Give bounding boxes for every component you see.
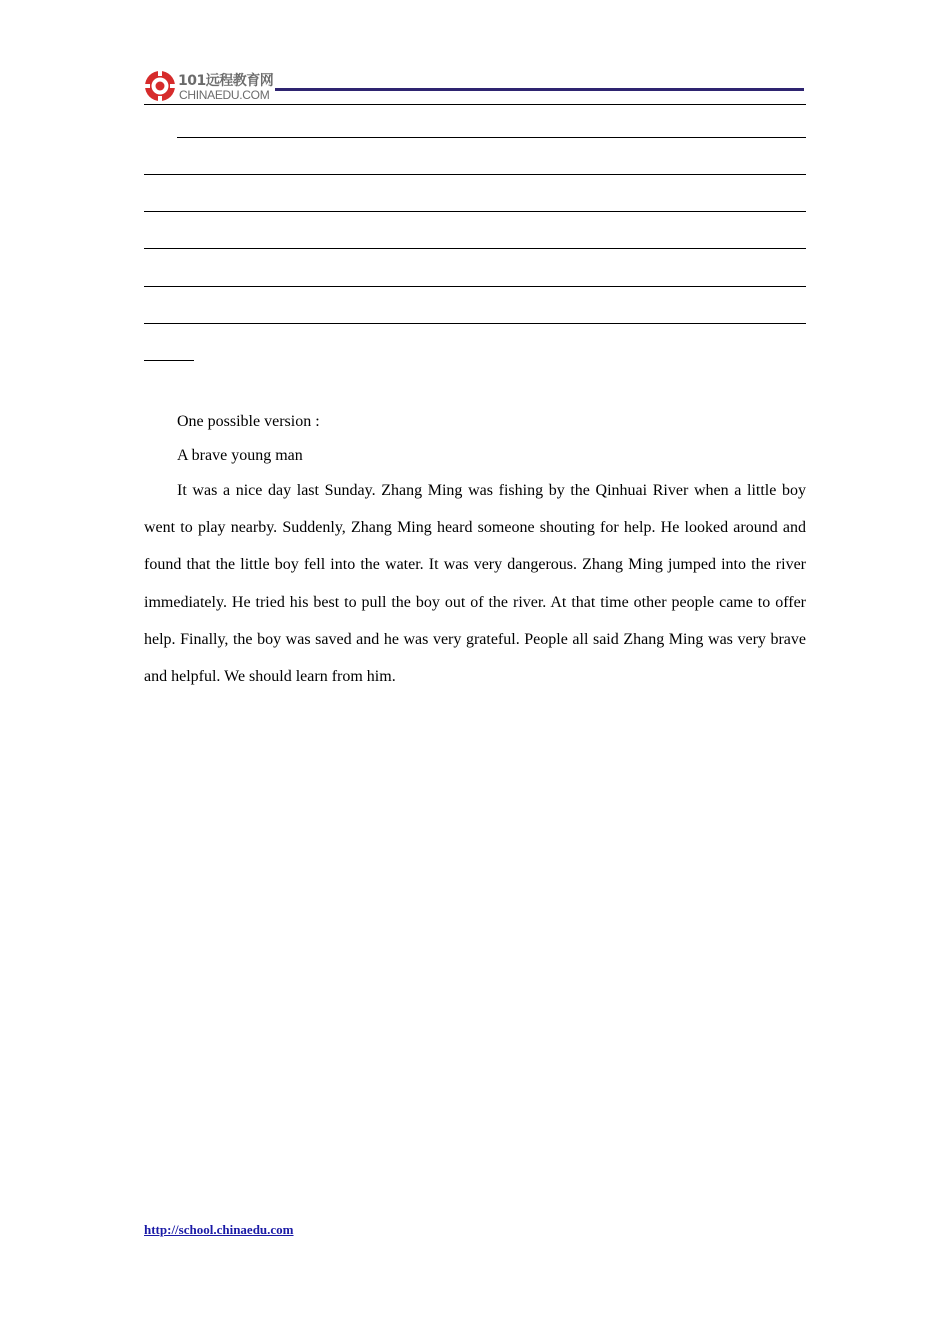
logo-chinese-text: 101远程教育网 (178, 73, 274, 89)
answer-blank-line (144, 360, 194, 361)
header-accent-rule (275, 88, 804, 91)
header-rule (144, 104, 806, 105)
footer-url-link[interactable]: http://school.chinaedu.com (144, 1222, 294, 1237)
answer-blank-line (144, 248, 806, 249)
answer-blank-line (144, 174, 806, 175)
page-header (144, 66, 806, 108)
answer-blank-line (144, 211, 806, 212)
logo-english-text: CHINAEDU.COM (179, 88, 270, 102)
essay-title: A brave young man (177, 447, 303, 464)
answer-heading: One possible version : (177, 413, 320, 430)
essay-body: It was a nice day last Sunday. Zhang Ming was fishing by the Qinhuai River when a little boy went to play nearby. Suddenly, Zhang Ming heard someone shouting for help. He looked around and found that the little boy fell into the water. It was very dangerous. Zhang Ming jumped into the river immediately. He tried his best to pull the boy out of the river. At that time other people came to offer help. Finally, the boy was saved and he was very grateful. People all said Zhang Ming was very brave and helpful. We should learn from him. (144, 482, 806, 686)
answer-blank-line (144, 286, 806, 287)
chinaedu-logo (144, 68, 274, 104)
answer-blank-line (144, 323, 806, 324)
logo-ring-icon (144, 70, 176, 102)
answer-blank-line (177, 137, 806, 138)
